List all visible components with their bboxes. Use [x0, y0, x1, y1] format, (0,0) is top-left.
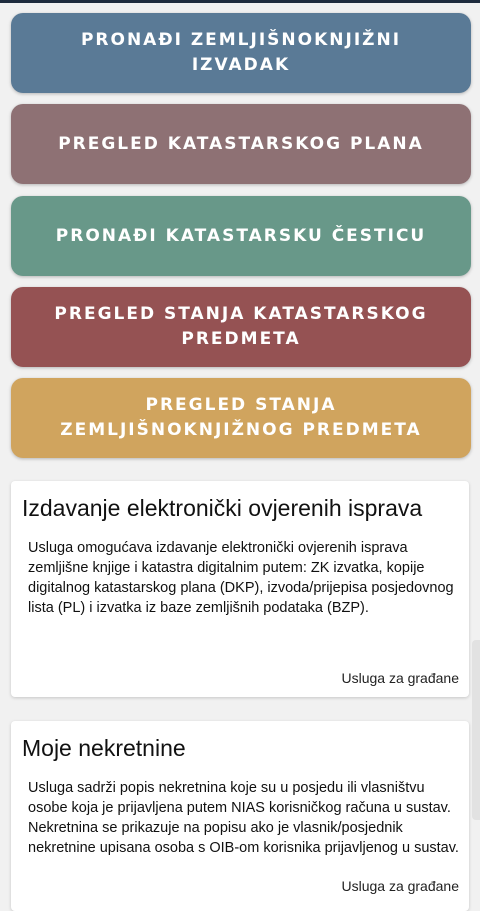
- card-title: Izdavanje elektronički ovjerenih isprava: [22, 495, 423, 521]
- button-label: PREGLED STANJA KATASTARSKOG PREDMETA: [54, 304, 428, 349]
- view-cadastral-plan-button[interactable]: [11, 104, 471, 184]
- card-title: Moje nekretnine: [22, 735, 186, 761]
- card-description: Usluga sadrži popis nekretnina koje su u posjedu ili vlasništvu osobe koja je prijavljena putem NIAS korisničkog računa u sustav. Nekretnina se prikazuje na popisu ako je vlasnik/posjednik nekretnine upisana osoba s OIB-om korisnika prijavljenog u sustav.: [28, 780, 459, 856]
- service-card-electronic-documents[interactable]: [11, 481, 469, 697]
- button-label: PREGLED KATASTARSKOG PLANA: [58, 133, 424, 154]
- card-tag: Usluga za građane: [341, 670, 459, 686]
- button-label: PRONAĐI ZEMLJIŠNOKNJIŽNI IZVADAK: [80, 30, 402, 75]
- find-land-registry-extract-button[interactable]: [11, 13, 471, 93]
- button-label: PREGLED STANJA ZEMLJIŠNOKNJIŽNOG PREDMETA: [60, 395, 422, 440]
- status-bar-strip: [0, 0, 480, 3]
- card-tag: Usluga za građane: [341, 878, 459, 894]
- scroll-indicator[interactable]: [472, 640, 480, 820]
- button-label: PRONAĐI KATASTARSKU ČESTICU: [55, 225, 427, 246]
- land-registry-case-status-button[interactable]: [11, 378, 471, 458]
- find-cadastral-parcel-button[interactable]: [11, 196, 471, 276]
- card-description: Usluga omogućava izdavanje elektronički ovjerenih isprava zemljišne knjige i katastra digitalnim putem: ZK izvatka, kopije digitalnog katastarskog plana (DKP), izvoda/prijepisa posjedovnog lista (PL) i izvatka iz baze zemljišnih podataka (BZP).: [28, 540, 454, 616]
- cadastral-case-status-button[interactable]: [11, 287, 471, 367]
- service-card-my-properties[interactable]: [11, 721, 469, 911]
